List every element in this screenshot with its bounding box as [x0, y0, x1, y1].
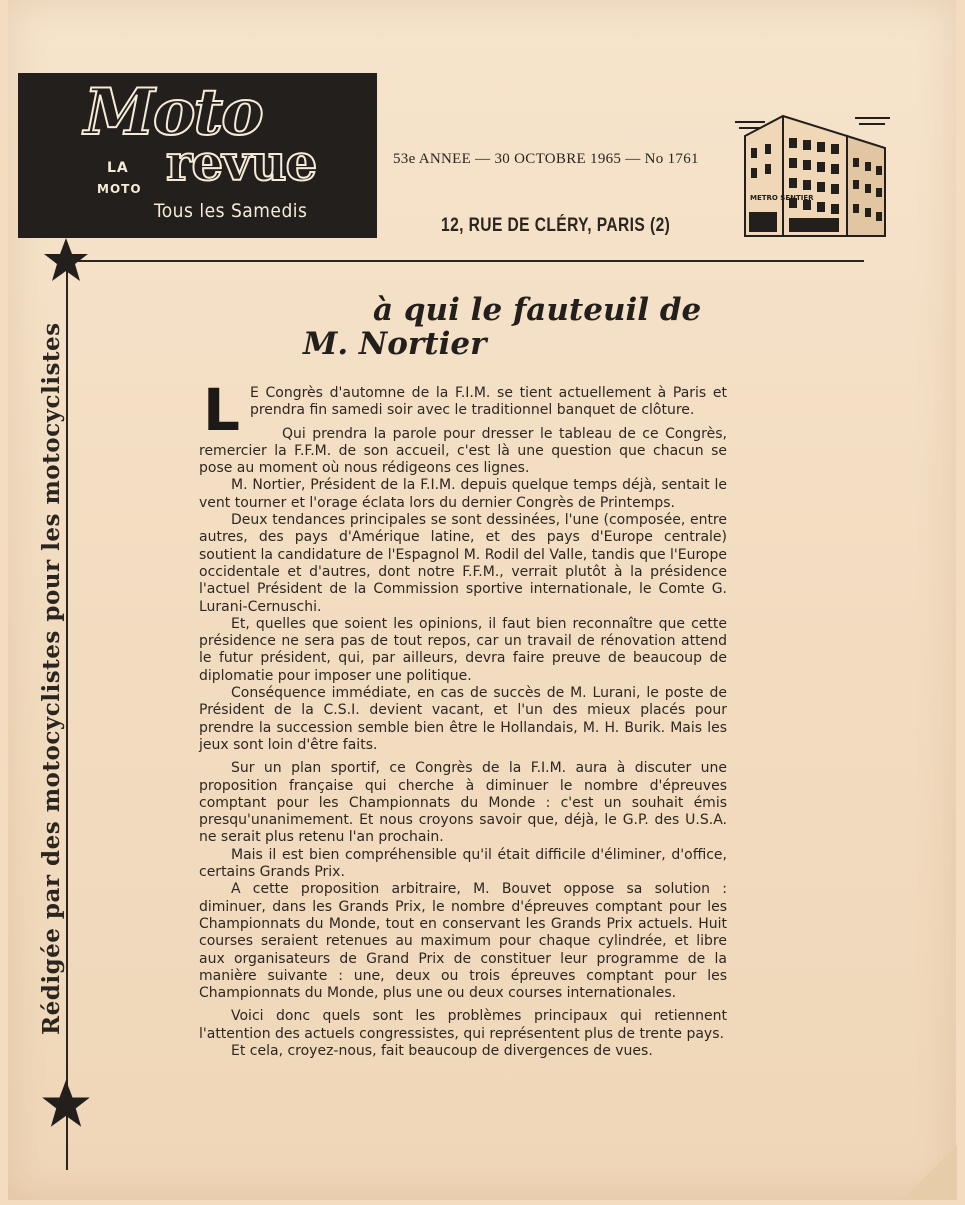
masthead-tagline: Tous les Samedis: [154, 200, 308, 222]
headline-line-1: à qui le fauteuil de: [373, 292, 702, 328]
article-paragraph: Et cela, croyez-nous, fait beaucoup de divergences de vues.: [231, 1042, 653, 1059]
address: 12, RUE DE CLÉRY, PARIS (2): [441, 215, 671, 236]
article-paragraph: Conséquence immédiate, en cas de succès de M. Lurani, le poste de Président de la C.S.I. devient vacant, et l'un des mieux placés pour prendre la succession semble bien être le Hollandais, M. H. Burik. Mais les jeux sont loin d'être faits.: [199, 685, 727, 753]
masthead-brand-bottom: revue: [166, 133, 317, 192]
headline-line-2: M. Nortier: [303, 326, 487, 362]
article-paragraph: M. Nortier, Président de la F.I.M. depuis quelque temps déjà, sentait le vent tourner et l'orage éclata lors du dernier Congrès de Printemps.: [199, 477, 727, 511]
article-paragraph: Sur un plan sportif, ce Congrès de la F.I.M. aura à discuter une proposition française qui cherche à diminuer le nombre d'épreuves comptant pour les Championnats du Monde : c'est un souhait émis presqu'unanimement. Et nous croyons savoir que, déjà, le G.P. des U.S.A. ne serait plus retenu l'an prochain.: [199, 760, 727, 846]
article-paragraph: Mais il est bien compréhensible qu'il était difficile d'éliminer, d'office, certains Grands Prix.: [199, 846, 727, 881]
vertical-rule: [66, 265, 68, 1170]
article-body: [199, 376, 727, 1060]
article-paragraph: Et, quelles que soient les opinions, il faut bien reconnaître que cette présidence ne sera pas de tout repos, car un travail de rénovation attend le futur président, qui, par ailleurs, devra faire preuve de beaucoup de diplomatie pour imposer une politique.: [199, 615, 727, 684]
masthead-la: LA: [107, 160, 129, 176]
horizontal-rule: [64, 260, 864, 262]
side-banner: Rédigée par des motocyclistes pour les motocyclistes: [38, 322, 65, 1035]
star-icon: [40, 1078, 92, 1130]
building-sign: METRO SENTIER: [750, 194, 814, 202]
article-paragraph: Deux tendances principales se sont dessinées, l'une (composée, entre autres, des pays d'Amérique latine, et des pays d'Europe centrale) soutient la candidature de l'Espagnol M. Rodil del Valle, tandis que l'Europe occidentale et d'autres, dont notre F.F.M., verrait plutôt à la présidence l'actuel Président de la Commission sportive internationale, le Comte G. Lurani-Cernuschi.: [199, 512, 727, 615]
star-icon: [42, 236, 90, 284]
article-first-paragraph: [199, 376, 727, 444]
article-paragraph: Voici donc quels sont les problèmes principaux qui retiennent l'attention des actuels congressistes, qui représentent plus de trente pays.: [199, 1008, 727, 1042]
page-corner-fold: [902, 1145, 957, 1200]
article-paragraph: Qui prendra la parole pour dresser le tableau de ce Congrès, remercier la F.F.M. de son accueil, c'est là une question que chacun se pose au moment où nous rédigeons ces lignes.: [199, 425, 727, 477]
article-paragraph: A cette proposition arbitraire, M. Bouvet oppose sa solution : diminuer, dans les Grands Prix, le nombre d'épreuves comptant pour les Championnats du Monde, tout en conservant les Grands Prix actuels. Huit courses seraient retenues au maximum pour chaque cylindrée, et libre aux organisateurs de Grand Prix de constituer leur programme de la manière suivante : une, deux ou trois épreuves comptant pour les Championnats du Monde, plus une ou deux courses internationales.: [199, 881, 727, 1002]
first-paragraph-text: E Congrès d'automne de la F.I.M. se tient actuellement à Paris et prendra fin samedi soir avec le traditionnel banquet de clôture.: [249, 385, 727, 419]
drop-cap: L: [203, 376, 240, 444]
masthead: [18, 73, 377, 238]
issue-line: 53e ANNEE — 30 OCTOBRE 1965 — No 1761: [393, 151, 699, 167]
article-headline: [303, 293, 701, 361]
masthead-brand-top: Moto: [84, 75, 262, 150]
masthead-moto-small: MOTO: [97, 182, 142, 196]
building-illustration: [735, 108, 893, 240]
